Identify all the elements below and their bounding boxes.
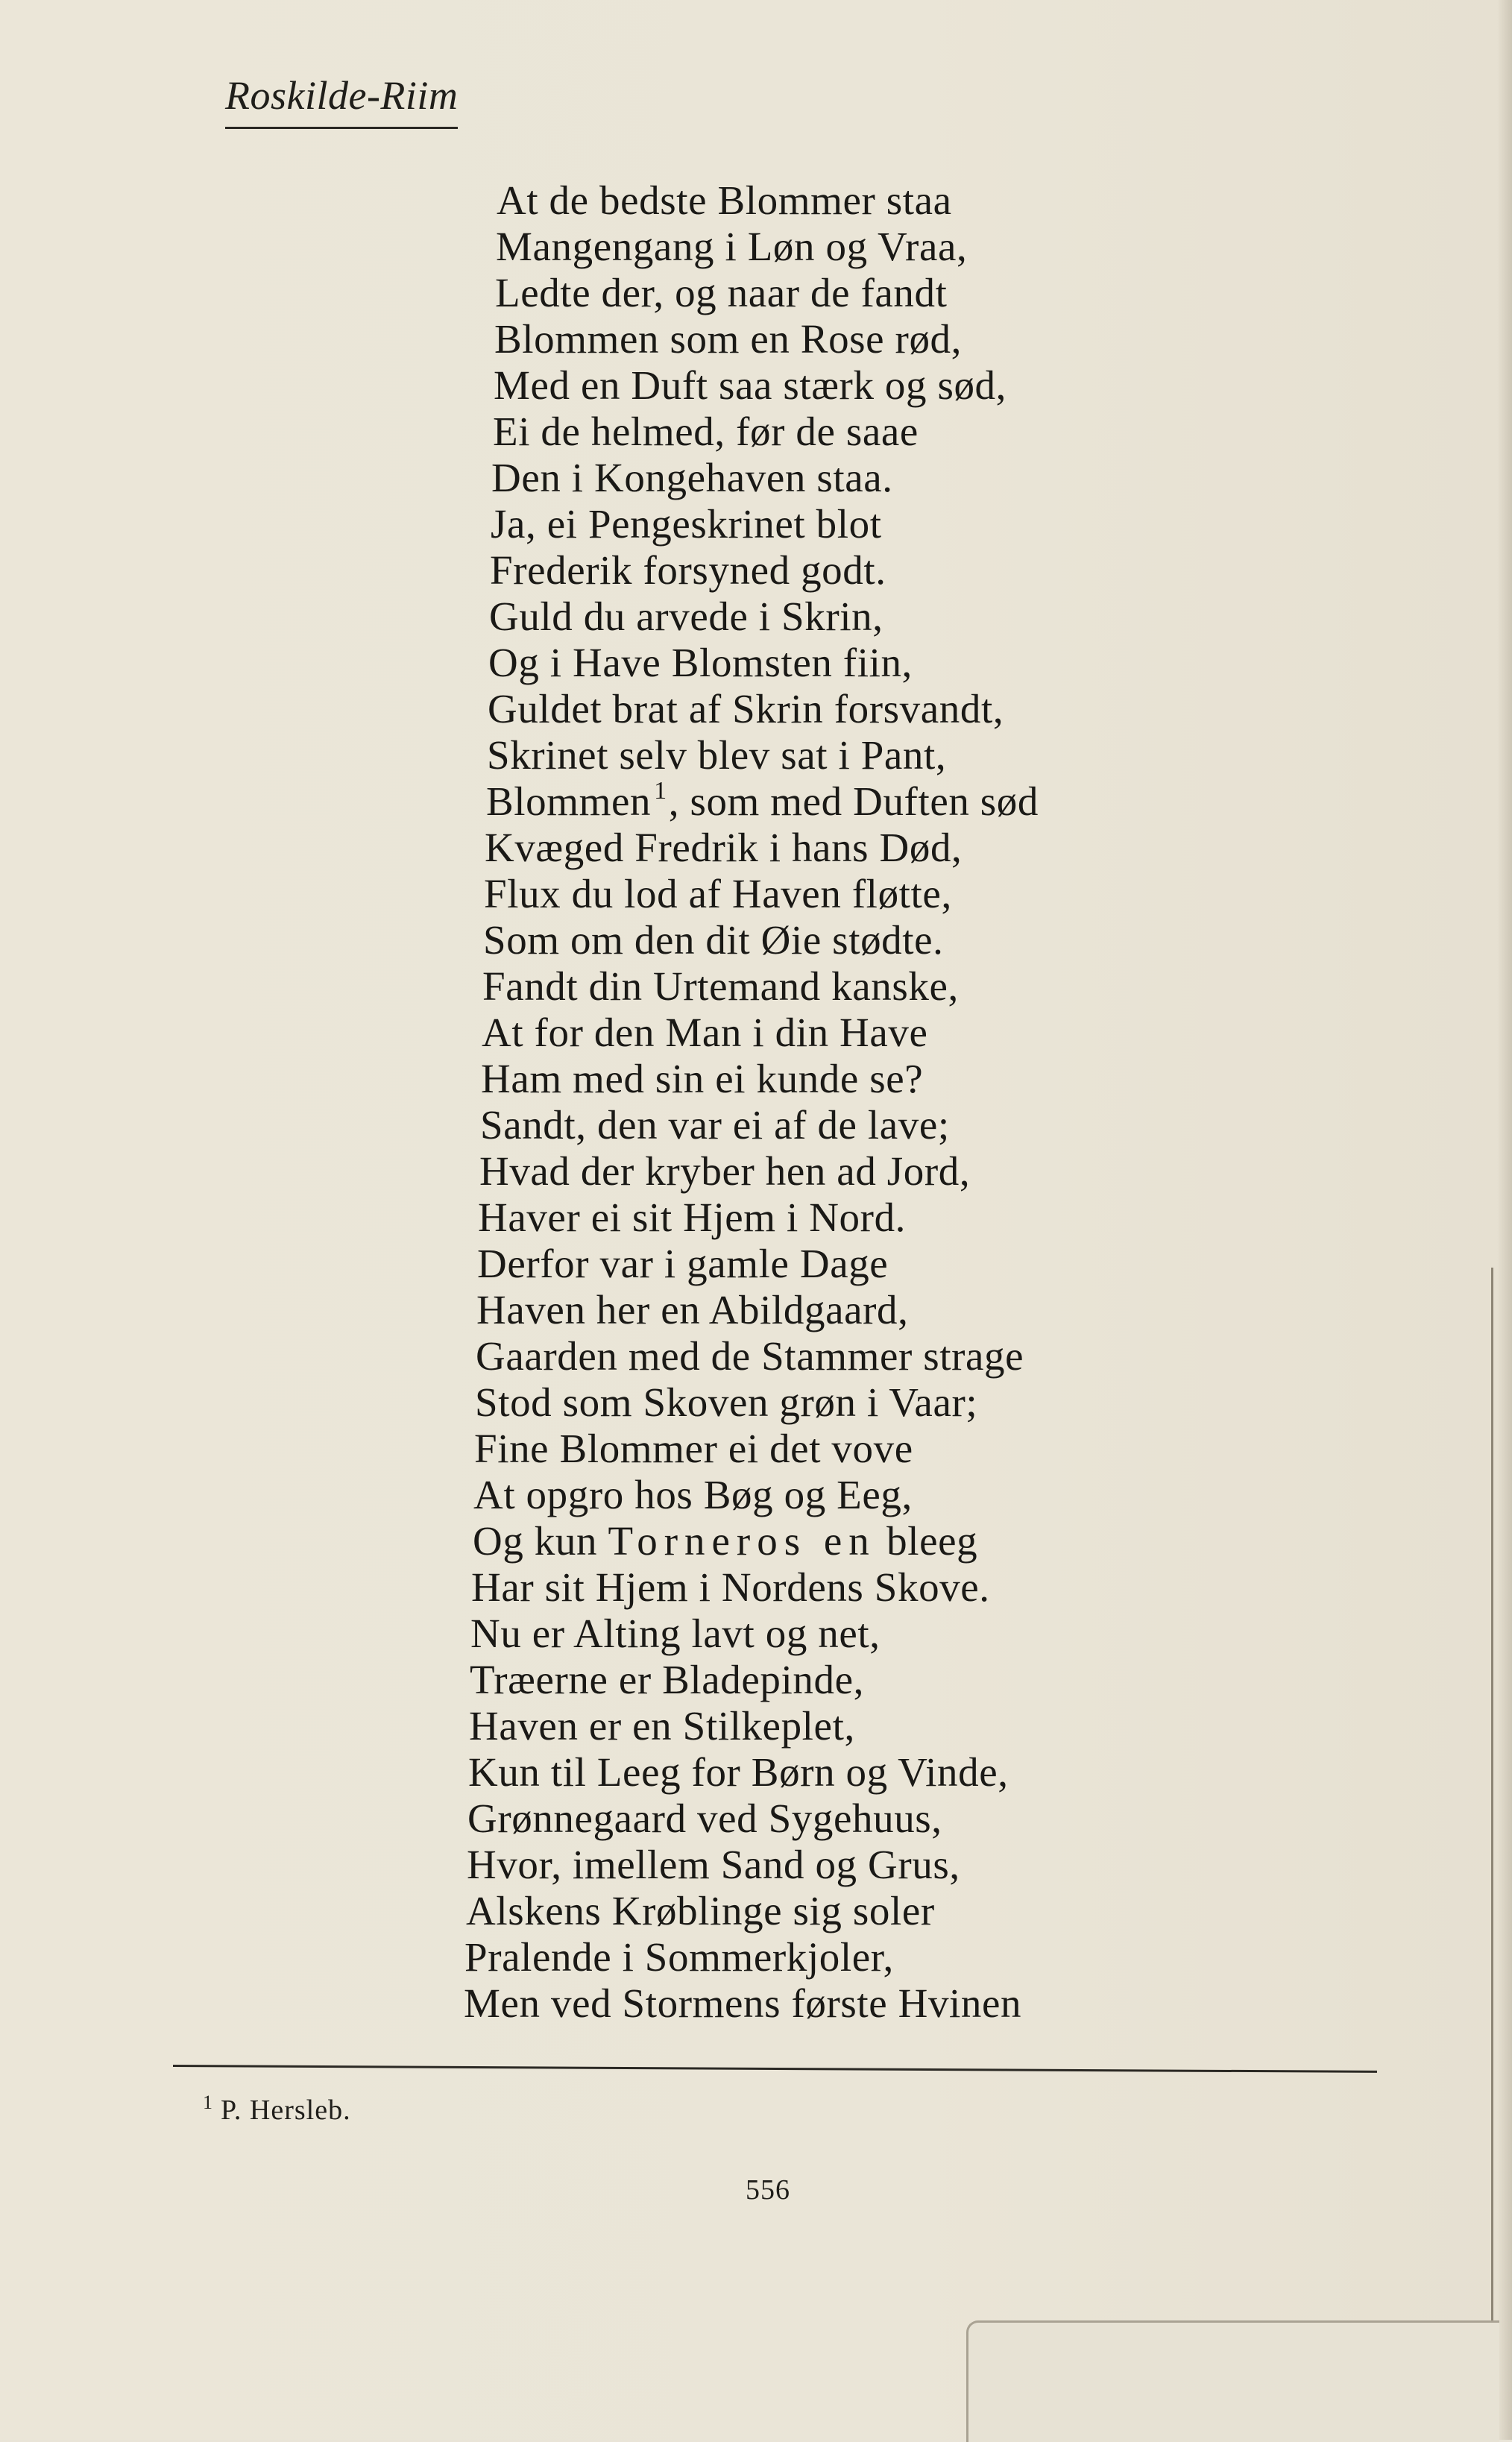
poem-line: Har sit Hjem i Nordens Skove. [471, 1564, 990, 1610]
poem-line: Stod som Skoven grøn i Vaar; [475, 1379, 978, 1425]
footnote-divider [173, 2065, 1377, 2073]
bookmark-tab [966, 2320, 1499, 2442]
poem-line: Derfor var i gamle Dage [477, 1241, 889, 1286]
poem-line: Alskens Krøblinge sig soler [466, 1888, 935, 1933]
poem-line: Hvad der kryber hen ad Jord, [479, 1148, 971, 1194]
poem-line-text: Og kun [473, 1518, 598, 1564]
poem-line: At for den Man i din Have [482, 1010, 928, 1055]
poem-line: Blommen som en Rose rød, [494, 316, 962, 362]
poem-line-text: Blommen [486, 778, 652, 824]
poem-line: At de bedste Blommer staa [497, 177, 952, 223]
poem-line: Haver ei sit Hjem i Nord. [478, 1195, 907, 1240]
poem-line: Nu er Alting lavt og net, [470, 1611, 881, 1656]
poem-line: Fine Blommer ei det vove [474, 1426, 913, 1471]
page-edge-line [1491, 1268, 1493, 2438]
poem-line: Og i Have Blomsten fiin, [488, 640, 913, 685]
poem-line: Fandt din Urtemand kanske, [482, 963, 959, 1009]
poem-line: Ja, ei Pengeskrinet blot [491, 501, 882, 547]
poem-line: Guld du arvede i Skrin, [489, 594, 883, 639]
poem-line: Skrinet selv blev sat i Pant, [487, 732, 947, 778]
poem-line: Pralende i Sommerkjoler, [464, 1934, 894, 1980]
running-head: Roskilde-Riim [225, 72, 458, 129]
poem-line: Ei de helmed, før de saae [493, 409, 919, 454]
poem-line: Frederik forsyned godt. [490, 547, 886, 593]
poem-line-text: bleeg [886, 1518, 978, 1564]
page-edge-shadow [1497, 0, 1512, 2440]
poem-line: Grønnegaard ved Sygehuus, [467, 1796, 942, 1841]
poem-line: Den i Kongehaven staa. [491, 455, 893, 500]
footnote-reference: 1 [654, 777, 667, 805]
poem-line: Mangengang i Løn og Vraa, [496, 224, 968, 269]
poem-line: Træerne er Bladepinde, [470, 1657, 864, 1702]
poem-line: Gaarden med de Stammer strage [476, 1333, 1024, 1379]
poem-line: Men ved Stormens første Hvinen [464, 1980, 1022, 2026]
poem-line: Guldet brat af Skrin forsvandt, [488, 686, 1004, 731]
poem-line: Haven her en Abildgaard, [476, 1287, 909, 1332]
poem-line-text: , som med Duften sød [668, 778, 1039, 824]
poem-line: Kun til Leeg for Børn og Vinde, [468, 1749, 1009, 1795]
poem-line: Ledte der, og naar de fandt [495, 270, 948, 315]
poem-line: Ham med sin ei kunde se? [481, 1056, 924, 1101]
footnote-marker: 1 [203, 2092, 213, 2113]
poem-line: Flux du lod af Haven fløtte, [484, 871, 952, 916]
page-number: 556 [746, 2174, 790, 2206]
poem-line [473, 1518, 977, 1564]
footnote-text: P. Hersleb. [221, 2095, 351, 2126]
poem-line [486, 778, 1039, 825]
poem-line: Kvæged Fredrik i hans Død, [485, 825, 963, 870]
poem-line: Sandt, den var ei af de lave; [480, 1102, 950, 1148]
footnote [203, 2092, 351, 2128]
spaced-word: Torneros en [608, 1518, 876, 1564]
poem-line: Med en Duft saa stærk og sød, [494, 362, 1007, 408]
poem-line: Haven er en Stilkeplet, [469, 1703, 855, 1749]
poem-line: At opgro hos Bøg og Eeg, [473, 1472, 913, 1517]
poem-line: Hvor, imellem Sand og Grus, [467, 1842, 960, 1887]
poem-line: Som om den dit Øie stødte. [483, 917, 944, 963]
